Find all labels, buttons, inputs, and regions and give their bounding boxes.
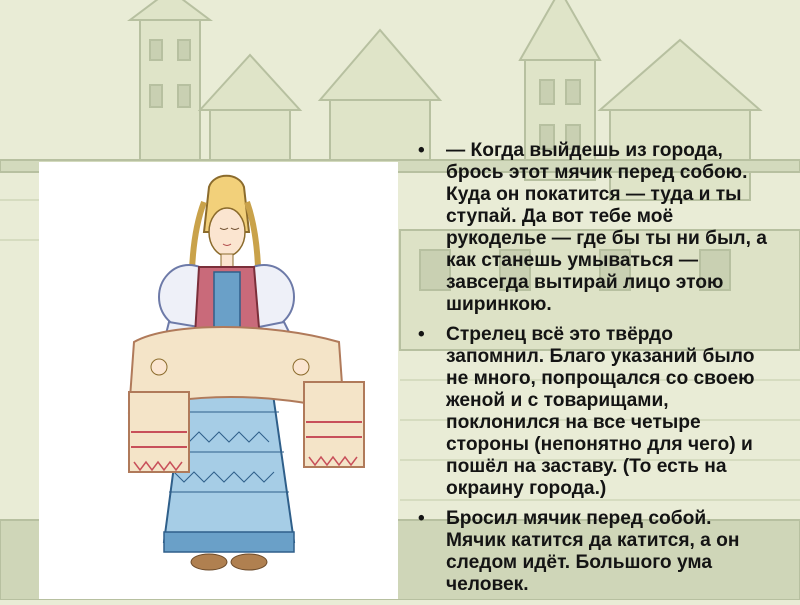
story-text-block: [412, 140, 774, 600]
story-paragraph-3: [412, 508, 774, 596]
bullet-marker: •: [418, 324, 425, 345]
paragraph-text: Бросил мячик перед собой. Мячик катится да катится, а он следом идёт. Большого ума человек.: [446, 508, 740, 595]
paragraph-text: Стрелец всё это твёрдо запомнил. Благо указаний было не много, попрощался со своею женой и с товарищами, поклонился на все четыре стороны (непонятно для чего) и пошёл на заставу. (То есть на окраину города.): [446, 324, 755, 499]
woman-illustration: [39, 162, 398, 599]
story-paragraph-1: [412, 140, 774, 316]
story-paragraph-2: [412, 324, 774, 500]
bullet-marker: •: [418, 508, 425, 529]
woman-in-sarafan-drawing: [39, 162, 398, 599]
paragraph-text: — Когда выйдешь из города, брось этот мячик перед собою. Куда он покатится — туда и ты ступай. Да вот тебе моё рукоделье — где бы ты ни был, а как станешь умываться — завсегда вытирай лицо этою ширинкою.: [446, 140, 767, 315]
bullet-marker: •: [418, 140, 425, 161]
